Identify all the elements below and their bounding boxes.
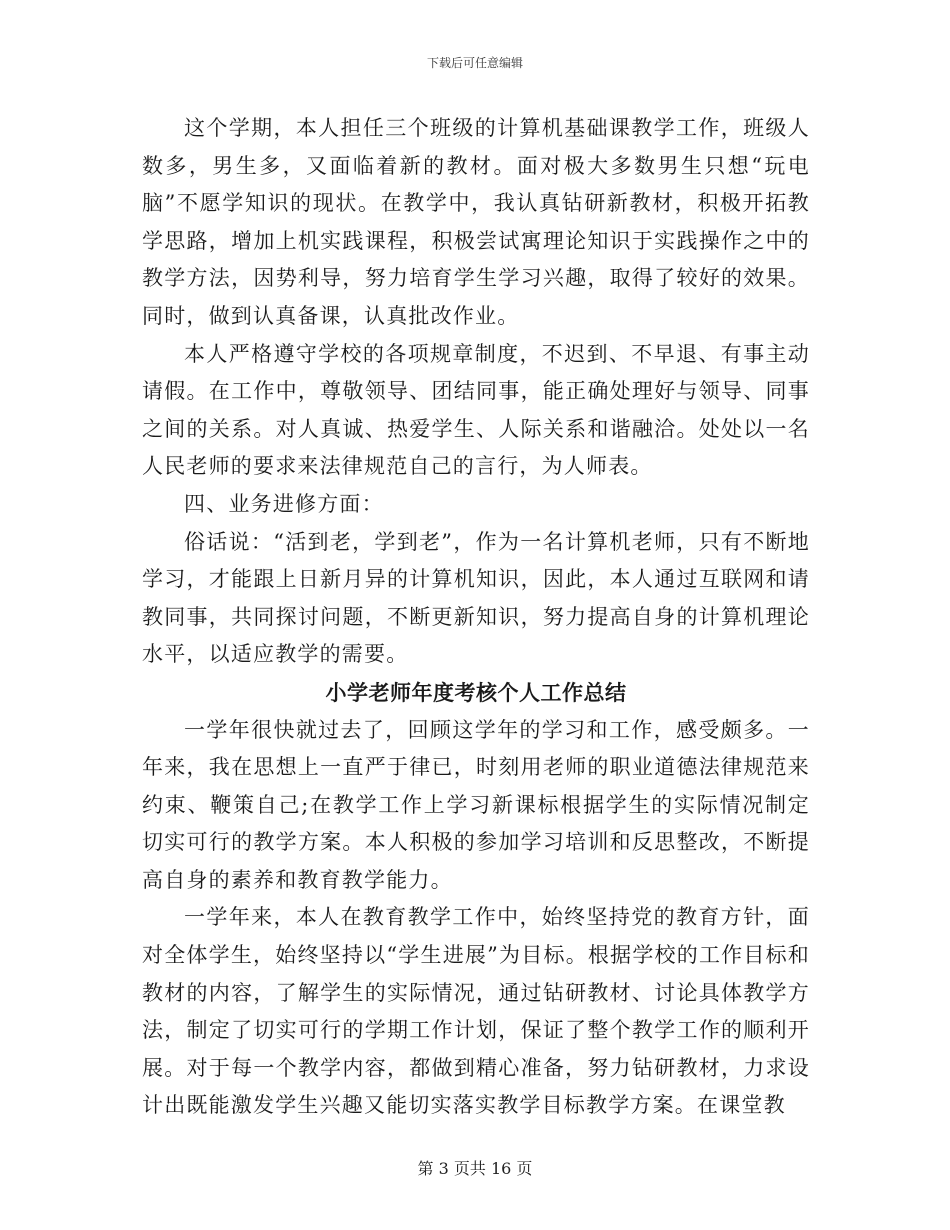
page-header: 下载后可任意编辑: [426, 56, 523, 70]
page-number: 第 3 页共 16 页: [417, 1159, 533, 1178]
document-title: 小学老师年度考核个人工作总结: [325, 679, 627, 705]
paragraph-discipline: 本人严格遵守学校的各项规章制度，不迟到、不早退、有事主动请假。在工作中，尊敬领导、团结同事，能正确处理好与领导、同事之间的关系。对人真诚、热爱学生、人际关系和谐融洽。处处以一名人民老师的要求来法律规范自己的言行，为人师表。: [142, 341, 810, 479]
paragraph-year-review: 一学年很快就过去了，回顾这学年的学习和工作，感受颇多。一年来，我在思想上一直严于律已，时刻用老师的职业道德法律规范来约束、鞭策自己;在教学工作上学习新课标根据学生的实际情况制定切实可行的教学方案。本人积极的参加学习培训和反思整改，不断提高自身的素养和教育教学能力。: [142, 717, 810, 892]
section-heading-professional-development: 四、业务进修方面：: [184, 491, 384, 516]
paragraph-lifelong-learning: 俗话说：“活到老，学到老”，作为一名计算机老师，只有不断地学习，才能跟上日新月异的计算机知识，因此，本人通过互联网和请教同事，共同探讨问题，不断更新知识，努力提高自身的计算机理论水平，以适应教学的需要。: [142, 529, 810, 667]
paragraph-teaching-practice: 一学年来，本人在教育教学工作中，始终坚持党的教育方针，面对全体学生，始终坚持以“学生进展”为目标。根据学校的工作目标和教材的内容，了解学生的实际情况，通过钻研教材、讨论具体教学方法，制定了切实可行的学期工作计划，保证了整个教学工作的顺利开展。对于每一个教学内容，都做到精心准备，努力钻研教材，力求设计出既能激发学生兴趣又能切实落实教学目标教学方案。在课堂教: [142, 905, 810, 1118]
document-body: [142, 110, 810, 1125]
paragraph-teaching-work: 这个学期，本人担任三个班级的计算机基础课教学工作，班级人数多，男生多，又面临着新的教材。面对极大多数男生只想“玩电脑”不愿学知识的现状。在教学中，我认真钻研新教材，积极开拓教学思路，增加上机实践课程，积极尝试寓理论知识于实践操作之中的教学方法，因势利导，努力培育学生学习兴趣，取得了较好的效果。同时，做到认真备课，认真批改作业。: [142, 116, 810, 328]
